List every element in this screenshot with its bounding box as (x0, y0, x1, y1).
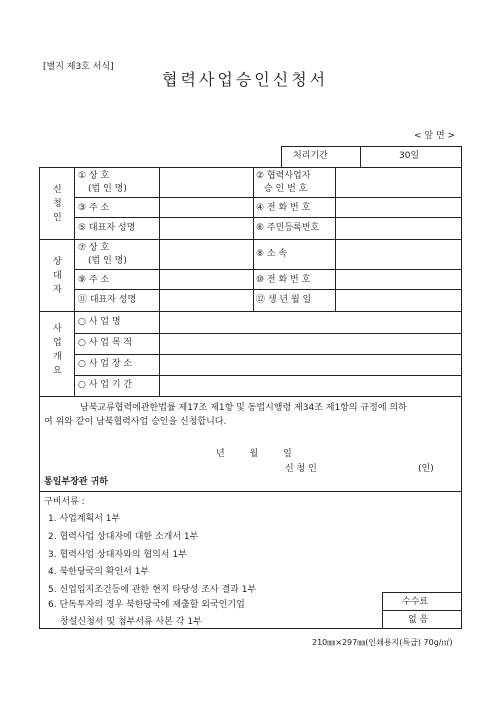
fee-label: 수수료 (402, 597, 429, 607)
business-location-label: ○ 사 업 장 소 (78, 359, 133, 369)
statement-line-1: 남북교류협력에관한법률 제17조 제1항 및 동법시행령 제34조 제1항의 규정에 의하 (80, 403, 407, 413)
partner-rep-label: ⑪ 대표자 성명 (78, 295, 137, 305)
partner-phone-label: ⑩ 전 화 번 호 (256, 275, 311, 285)
partner-address-label: ⑨ 주 소 (78, 275, 110, 285)
applicant-section-label: 신청인 (53, 185, 62, 223)
grid-h3 (39, 239, 462, 240)
page-title: 협력사업승인신청서 (162, 70, 329, 89)
documents-title: 구비서류 : (44, 497, 85, 507)
business-period-label: ○ 사 업 기 간 (78, 380, 133, 390)
partner-affil-label: ⑧ 소 속 (256, 249, 288, 259)
fee-box-mid (382, 610, 462, 611)
grid-h9 (74, 375, 462, 376)
statement-seal: (인) (418, 464, 434, 474)
fee-value: 없 음 (408, 615, 429, 625)
processing-mid (360, 146, 361, 167)
applicant-name-sub: (법 인 명) (88, 184, 127, 194)
business-section-label: 사업개요 (53, 324, 62, 376)
applicant-phone-label: ④ 전 화 번 호 (256, 203, 311, 213)
applicant-permit-sub: 승 인 번 호 (264, 184, 308, 194)
document-item-5: 5. 신업입지조건등에 관한 현지 타당성 조사 결과 1부 (48, 585, 257, 595)
grid-h10 (39, 396, 462, 397)
document-item-4: 4. 북한당국의 확인서 1부 (48, 567, 150, 577)
frame-top (39, 167, 462, 168)
processing-left (281, 146, 282, 167)
business-purpose-label: ○ 사 업 목 적 (78, 338, 133, 348)
applicant-permit-label: ② 협력사업자 (256, 171, 311, 181)
grid-h8 (74, 354, 462, 355)
frame-right (461, 146, 462, 629)
grid-h4 (74, 269, 462, 270)
partner-section-label: 상대자 (53, 257, 62, 295)
paper-spec: 210㎜×297㎜(인쇄용지(특급) 70g/㎡) (312, 638, 453, 647)
processing-label: 처리기간 (293, 151, 328, 161)
document-item-6: 6. 단독투자의 경우 북한당국에 제출할 외국인기업 (48, 600, 245, 610)
business-name-label: ○ 사 업 명 (78, 317, 121, 327)
partner-name-sub: (법 인 명) (88, 256, 127, 266)
grid-v-label (159, 167, 160, 396)
form-id: [별지 제3호 서식] (43, 62, 114, 72)
grid-v-mid (253, 167, 254, 311)
processing-top (281, 146, 461, 147)
grid-v-right (335, 167, 336, 311)
processing-value: 30일 (399, 151, 420, 161)
grid-h1 (74, 197, 462, 198)
document-item-1: 1. 사업계획서 1부 (48, 514, 121, 524)
statement-line-2: 여 위와 같이 남북협력사업 승인을 신청합니다. (44, 417, 227, 427)
statement-signer: 신 청 인 (285, 464, 317, 474)
applicant-name-label: ① 상 호 (78, 171, 110, 181)
frame-bottom (39, 628, 462, 629)
applicant-resident-label: ⑥ 주민등록번호 (256, 223, 320, 233)
applicant-address-label: ③ 주 소 (78, 203, 110, 213)
grid-h7 (74, 333, 462, 334)
partner-name-label: ⑦ 상 호 (78, 243, 110, 253)
statement-addressee: 통일부장관 귀하 (44, 477, 108, 487)
grid-h2 (74, 217, 462, 218)
fee-box-top (382, 592, 462, 593)
statement-date: 년 월 일 (216, 449, 292, 459)
page-side-label: < 앞 면 > (414, 131, 456, 141)
grid-v-section (74, 167, 75, 396)
grid-h6 (39, 311, 462, 312)
frame-left (39, 167, 40, 629)
document-item-2: 2. 협력사업 상대자에 대한 소개서 1부 (48, 532, 199, 542)
partner-birth-label: ⑫ 생 년 월 일 (256, 295, 312, 305)
applicant-rep-label: ⑤ 대표자 성명 (78, 223, 136, 233)
grid-h11 (39, 491, 462, 492)
grid-h5 (74, 289, 462, 290)
document-item-6-cont: 창설신청서 및 첨부서류 사본 각 1부 (60, 617, 202, 627)
document-item-3: 3. 협력사업 상대자와의 협의서 1부 (48, 550, 187, 560)
